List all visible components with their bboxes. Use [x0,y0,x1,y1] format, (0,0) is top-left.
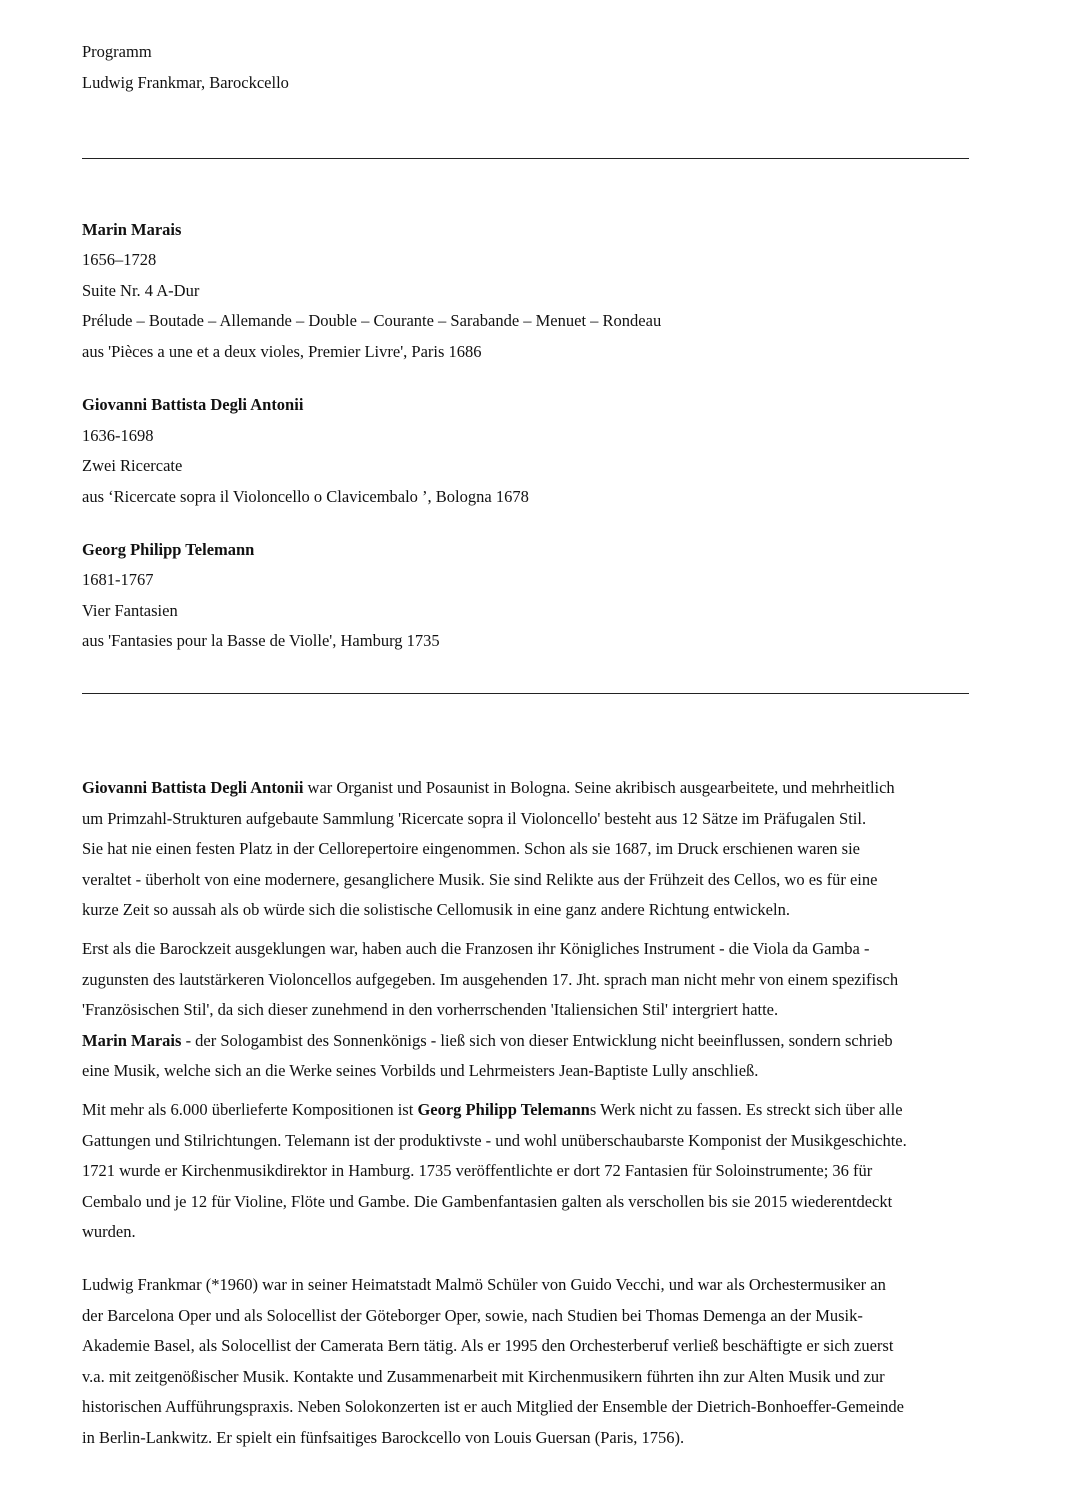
work-source: aus 'Fantasies pour la Basse de Violle', Hamburg 1735 [82,631,440,650]
paragraph-line [82,1100,903,1120]
paragraph-line: kurze Zeit so aussah als ob würde sich die solistische Cellomusik in eine ganz andere Richtung entwickeln. [82,900,790,919]
work-title: Zwei Ricercate [82,456,183,475]
line-text: s Werk nicht zu fassen. Es streckt sich über alle [589,1100,903,1119]
composer-name: Giovanni Battista Degli Antonii [82,395,304,414]
paragraph-line: 'Französischen Stil', da sich dieser zunehmend in den vorherrschenden 'Italiensichen Stil' intergriert hatte. [82,1000,779,1019]
composer-name: Giovanni Battista Degli Antonii [82,778,304,797]
divider [82,693,969,694]
paragraph-line: Akademie Basel, als Solocellist der Camerata Bern tätig. Als er 1995 den Orchesterberuf verließ beschäftigte er sich zuerst [82,1336,894,1355]
paragraph-line: der Barcelona Oper und als Solocellist der Göteborger Oper, sowie, nach Studien bei Thomas Demenga an der Musik- [82,1306,863,1325]
composer-name: Marin Marais [82,220,182,239]
paragraph-line [82,778,895,798]
paragraph-line [82,1031,893,1051]
paragraph-line: Sie hat nie einen festen Platz in der Cellorepertoire eingenommen. Schon als sie 1687, im Druck erschienen waren sie [82,839,861,858]
composer-name: Marin Marais [82,1031,182,1050]
composer-dates: 1636-1698 [82,426,154,445]
paragraph-line: historischen Aufführungspraxis. Neben Solokonzerten ist er auch Mitglied der Ensemble der Dietrich-Bonhoeffer-Gemeinde [82,1397,904,1416]
work-movements: Prélude – Boutade – Allemande – Double – Courante – Sarabande – Menuet – Rondeau [82,311,662,330]
paragraph-line: um Primzahl-Strukturen aufgebaute Sammlung 'Ricercate sopra il Violoncello' besteht aus 12 Sätze im Präfugalen Stil. [82,809,867,828]
paragraph-line: eine Musik, welche sich an die Werke seines Vorbilds und Lehrmeisters Jean-Baptiste Lully anschließ. [82,1061,759,1080]
performer-line: Ludwig Frankmar, Barockcello [82,73,289,92]
paragraph-line: 1721 wurde er Kirchenmusikdirektor in Hamburg. 1735 veröffentlichte er dort 72 Fantasien für Soloinstrumente; 36 für [82,1161,873,1180]
paragraph-line: in Berlin-Lankwitz. Er spielt ein fünfsaitiges Barockcello von Louis Guersan (Paris, 1756). [82,1428,685,1447]
composer-dates: 1681-1767 [82,570,154,589]
paragraph-line: Ludwig Frankmar (*1960) war in seiner Heimatstadt Malmö Schüler von Guido Vecchi, und war als Orchestermusiker an [82,1275,886,1294]
composer-name: Georg Philipp Telemann [82,540,255,559]
line-text: - der Sologambist des Sonnenkönigs - ließ sich von dieser Entwicklung nicht beeinflussen, sondern schrieb [181,1031,893,1050]
line-text: Mit mehr als 6.000 überlieferte Kompositionen ist [82,1100,418,1119]
paragraph-line: zugunsten des lautstärkeren Violoncellos aufgegeben. Im ausgehenden 17. Jht. sprach man nicht mehr von einem spezifisch [82,970,899,989]
paragraph-line: veraltet - überholt von eine modernere, gesanglichere Musik. Sie sind Relikte aus der Frühzeit des Cellos, wo es für eine [82,870,878,889]
paragraph-line: Cembalo und je 12 für Violine, Flöte und Gambe. Die Gambenfantasien galten als verschollen bis sie 2015 wiederentdeckt [82,1192,893,1211]
paragraph-line: Erst als die Barockzeit ausgeklungen war, haben auch die Franzosen ihr Königliches Instrument - die Viola da Gamba - [82,939,870,958]
paragraph-line: v.a. mit zeitgenößischer Musik. Kontakte und Zusammenarbeit mit Kirchenmusikern führten ihn zur Alten Musik und zur [82,1367,885,1386]
work-title: Suite Nr. 4 A-Dur [82,281,200,300]
composer-dates: 1656–1728 [82,250,157,269]
line-text: war Organist und Posaunist in Bologna. Seine akribisch ausgearbeitete, und mehrheitlich [303,778,895,797]
paragraph-line: wurden. [82,1222,136,1241]
work-title: Vier Fantasien [82,601,178,620]
divider [82,158,969,159]
composer-name: Georg Philipp Telemann [417,1100,590,1119]
work-source: aus ‘Ricercate sopra il Violoncello o Clavicembalo ’, Bologna 1678 [82,487,529,506]
paragraph-line: Gattungen und Stilrichtungen. Telemann ist der produktivste - und wohl unüberschaubarste Komponist der Musikgeschichte. [82,1131,907,1150]
work-source: aus 'Pièces a une et a deux violes, Premier Livre', Paris 1686 [82,342,482,361]
document-title: Programm [82,42,152,61]
